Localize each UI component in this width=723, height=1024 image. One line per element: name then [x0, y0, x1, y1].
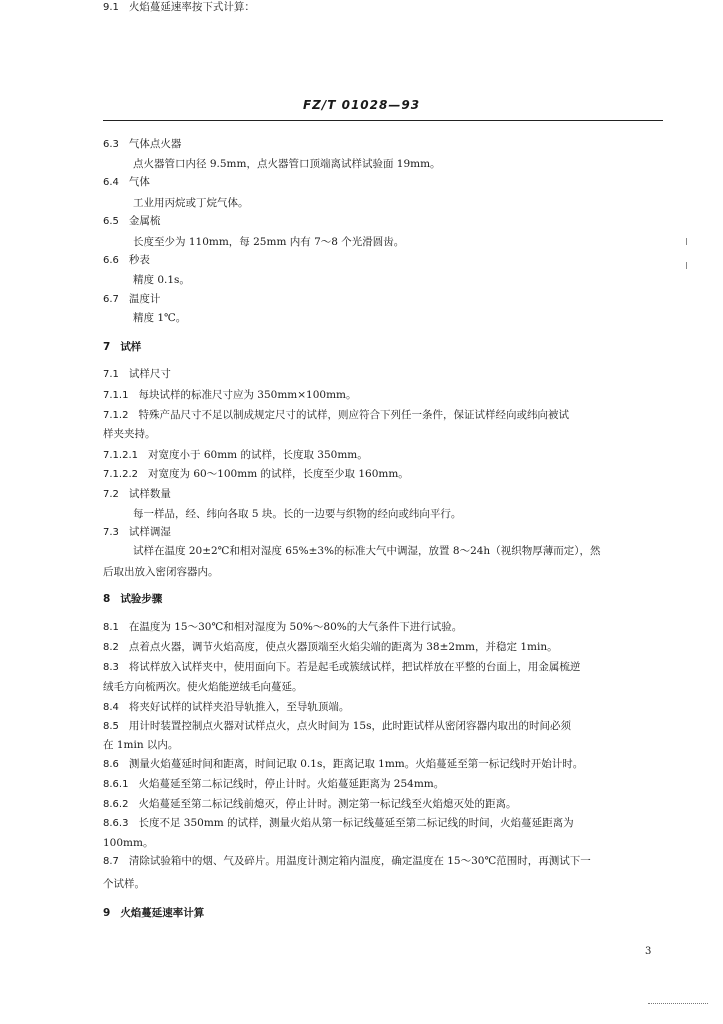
text-line: [133, 311, 186, 325]
text-line: [103, 680, 303, 694]
clause-text: 100mm。: [103, 837, 154, 849]
clause-number: 8: [103, 593, 111, 605]
margin-mark: [686, 238, 687, 245]
clause-line: [103, 0, 255, 15]
clause-line: [103, 816, 574, 831]
text-line: [103, 565, 219, 579]
clause-number: 8.6.1: [103, 779, 129, 790]
header-rule: [103, 120, 663, 121]
clause-text: 用计时装置控制点火器对试样点火，点火时间为 15s，此时距试样从密闭容器内取出的时间必须: [128, 720, 571, 732]
text-line: [103, 427, 156, 441]
text-line: [103, 877, 145, 891]
clause-text: 气体点火器: [128, 138, 182, 150]
scan-edge-dots: [648, 1003, 708, 1005]
clause-line: [103, 620, 462, 635]
clause-text: 特殊产品尺寸不足以制成规定尺寸的试样，则应符合下列任一条件，保证试样经向或纬向被试: [138, 409, 569, 421]
clause-text: 每块试样的标准尺寸应为 350mm×100mm。: [138, 389, 357, 401]
section-heading: [103, 340, 141, 354]
clause-text: 火焰蔓延速率计算: [120, 907, 205, 919]
clause-number: 8.6.2: [103, 799, 129, 810]
clause-line: [103, 487, 171, 502]
clause-line: [103, 137, 181, 152]
clause-line: [103, 448, 368, 463]
clause-number: 7.1.2.2: [103, 469, 138, 480]
clause-text: 秒表: [128, 254, 150, 266]
clause-number: 7: [103, 341, 111, 353]
clause-text: 长度至少为 110mm，每 25mm 内有 7～8 个光滑圆齿。: [133, 236, 405, 248]
clause-text: 点火器管口内径 9.5mm，点火器管口顶端离试样试验面 19mm。: [133, 158, 441, 170]
clause-number: 8.6.3: [103, 818, 129, 829]
clause-line: [103, 408, 569, 423]
clause-text: 火焰蔓延速率按下式计算：: [128, 1, 255, 13]
clause-text: 测量火焰蔓延时间和距离，时间记取 0.1s，距离记取 1mm。火焰蔓延至第一标记线时开始计时。: [128, 758, 584, 770]
clause-line: [103, 757, 583, 772]
clause-number: 7.1.2.1: [103, 450, 138, 461]
clause-text: 长度不足 350mm 的试样，测量火焰从第一标记线蔓延至第二标记线的时间，火焰蔓延距离为: [138, 817, 574, 829]
clause-text: 样夹夹持。: [103, 428, 156, 440]
clause-text: 工业用丙烷或丁烷气体。: [133, 197, 249, 209]
clause-text: 对宽度为 60～100mm 的试样，长度至少取 160mm。: [148, 468, 409, 480]
clause-line: [103, 854, 591, 869]
text-line: [133, 273, 190, 287]
clause-number: 7.1: [103, 369, 119, 380]
clause-text: 试样在温度 20±2℃和相对湿度 65%±3%的标准大气中调湿，放置 8～24h（视织物厚薄而定），然: [133, 545, 601, 557]
clause-line: [103, 367, 171, 382]
section-heading: [103, 592, 162, 606]
clause-text: 精度 0.1s。: [133, 274, 190, 286]
clause-line: [103, 467, 409, 482]
clause-text: 绒毛方向梳两次。使火焰能逆绒毛向蔓延。: [103, 681, 303, 693]
standard-code-header: FZ/T 01028—93: [302, 98, 421, 112]
clause-text: 温度计: [128, 293, 161, 305]
clause-number: 6.5: [103, 216, 119, 227]
clause-text: 试样尺寸: [128, 368, 171, 380]
clause-number: 8.2: [103, 642, 119, 653]
clause-number: 7.2: [103, 489, 119, 500]
clause-line: [103, 777, 444, 792]
clause-line: [103, 388, 357, 403]
clause-line: [103, 640, 558, 655]
clause-text: 精度 1℃。: [133, 312, 187, 324]
clause-text: 在 1min 以内。: [103, 739, 179, 751]
clause-line: [103, 700, 349, 715]
text-line: [133, 507, 461, 521]
margin-mark: [686, 262, 687, 269]
clause-text: 将夹好试样的试样夹沿导轨推入，至导轨顶端。: [128, 701, 350, 713]
clause-number: 7.1.1: [103, 390, 129, 401]
clause-text: 火焰蔓延至第二标记线前熄灭，停止计时。测定第一标记线至火焰熄灭处的距离。: [138, 798, 517, 810]
clause-text: 后取出放入密闭容器内。: [103, 566, 219, 578]
clause-line: [103, 214, 160, 229]
text-line: [133, 157, 441, 171]
clause-line: [103, 797, 516, 812]
clause-line: [103, 175, 150, 190]
clause-text: 金属梳: [128, 215, 161, 227]
clause-line: [103, 719, 571, 734]
clause-text: 个试样。: [103, 878, 145, 890]
clause-number: 6.4: [103, 177, 119, 188]
clause-number: 7.3: [103, 527, 119, 538]
clause-text: 试样调湿: [128, 526, 171, 538]
clause-number: 9: [103, 907, 111, 919]
clause-text: 清除试验箱中的烟、气及碎片。用温度计测定箱内温度，确定温度在 15～30℃范围时，再测试下一: [128, 855, 591, 867]
clause-number: 8.7: [103, 856, 119, 867]
section-heading: [103, 906, 204, 920]
clause-number: 6.3: [103, 139, 119, 150]
text-line: [133, 544, 600, 558]
clause-text: 对宽度小于 60mm 的试样，长度取 350mm。: [148, 449, 368, 461]
text-line: [133, 235, 404, 249]
clause-text: 点着点火器，调节火焰高度，使点火器顶端至火焰尖端的距离为 38±2mm，并稳定 1min。: [128, 641, 558, 653]
clause-text: 试样: [120, 341, 142, 353]
clause-text: 试样数量: [128, 488, 171, 500]
clause-text: 在温度为 15～30℃和相对湿度为 50%～80%的大气条件下进行试验。: [128, 621, 463, 633]
clause-line: [103, 660, 580, 675]
page-number: 3: [645, 946, 652, 957]
clause-number: 8.5: [103, 721, 119, 732]
clause-number: 7.1.2: [103, 410, 129, 421]
text-line: [103, 836, 153, 850]
clause-number: 8.3: [103, 662, 119, 673]
text-line: [133, 196, 249, 210]
clause-number: 8.6: [103, 759, 119, 770]
clause-text: 气体: [128, 176, 150, 188]
clause-number: 6.6: [103, 255, 119, 266]
clause-text: 将试样放入试样夹中，使用面向下。若是起毛或簇绒试样，把试样放在平整的台面上，用金属梳逆: [128, 661, 581, 673]
clause-number: 8.4: [103, 702, 119, 713]
clause-number: 6.7: [103, 294, 119, 305]
clause-number: 8.1: [103, 622, 119, 633]
clause-text: 试验步骤: [120, 593, 163, 605]
clause-line: [103, 253, 150, 268]
clause-line: [103, 525, 171, 540]
clause-text: 每一样品，经、纬向各取 5 块。长的一边要与织物的经向或纬向平行。: [133, 508, 462, 520]
clause-line: [103, 292, 160, 307]
text-line: [103, 738, 178, 752]
clause-number: 9.1: [103, 2, 119, 13]
clause-text: 火焰蔓延至第二标记线时，停止计时。火焰蔓延距离为 254mm。: [138, 778, 445, 790]
